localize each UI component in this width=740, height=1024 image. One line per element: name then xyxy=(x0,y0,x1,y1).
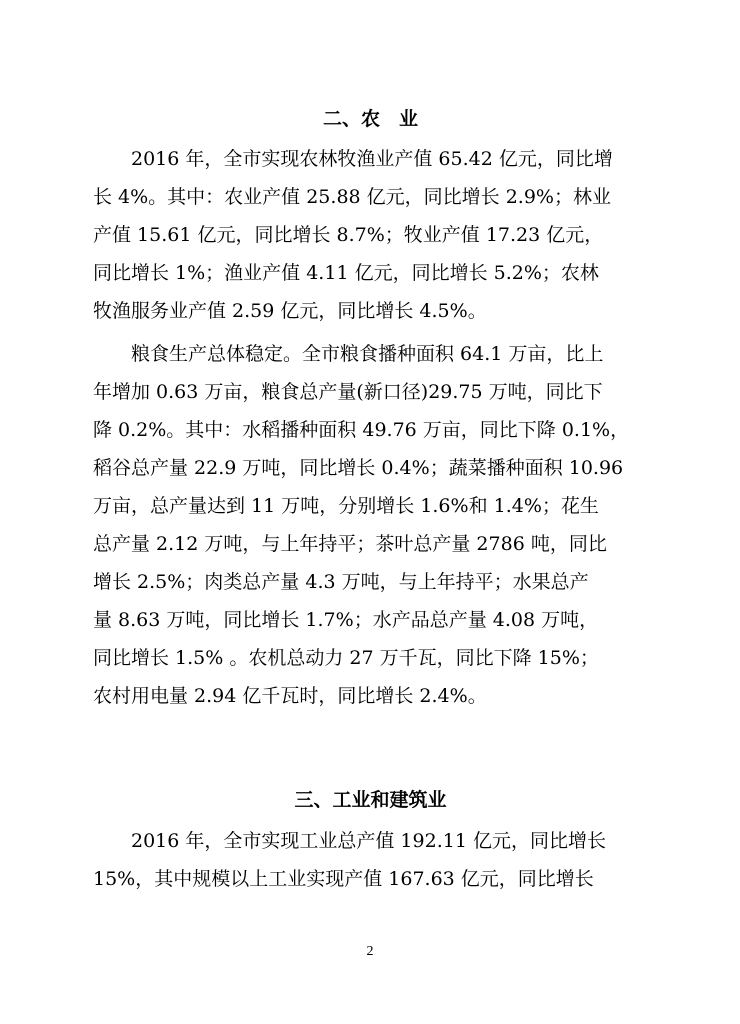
paragraph-line: 产值 15.61 亿元，同比增长 8.7%；牧业产值 17.23 亿元， xyxy=(93,224,604,246)
paragraph-line: 牧渔服务业产值 2.59 亿元，同比增长 4.5%。 xyxy=(93,300,487,322)
section-heading-agriculture: 二、农 业 xyxy=(322,108,418,130)
paragraph-line: 长 4%。其中：农业产值 25.88 亿元，同比增长 2.9%；林业 xyxy=(93,186,611,208)
paragraph-line: 2016 年，全市实现农林牧渔业产值 65.42 亿元，同比增 xyxy=(131,148,613,170)
paragraph-line: 量 8.63 万吨，同比增长 1.7%；水产品总产量 4.08 万吨， xyxy=(93,609,599,631)
paragraph-line: 2016 年，全市实现工业总产值 192.11 亿元，同比增长 xyxy=(131,830,606,852)
section-heading-industry: 三、工业和建筑业 xyxy=(294,789,447,811)
page-number: 2 xyxy=(366,944,374,959)
paragraph-line: 年增加 0.63 万亩，粮食总产量(新口径)29.75 万吨，同比下 xyxy=(93,381,603,403)
paragraph-line: 万亩，总产量达到 11 万吨，分别增长 1.6%和 1.4%；花生 xyxy=(93,495,599,517)
paragraph-line: 降 0.2%。其中：水稻播种面积 49.76 万亩，同比下降 0.1%， xyxy=(93,419,630,441)
paragraph-line: 农村用电量 2.94 亿千瓦时，同比增长 2.4%。 xyxy=(93,685,487,707)
paragraph-line: 同比增长 1.5% 。农机总动力 27 万千瓦，同比下降 15%； xyxy=(93,647,599,669)
paragraph-line: 15%，其中规模以上工业实现产值 167.63 亿元，同比增长 xyxy=(93,868,594,890)
paragraph-line: 增长 2.5%；肉类总产量 4.3 万吨，与上年持平；水果总产 xyxy=(93,571,589,593)
paragraph-line: 稻谷总产量 22.9 万吨，同比增长 0.4%；蔬菜播种面积 10.96 xyxy=(93,457,624,479)
paragraph-line: 总产量 2.12 万吨，与上年持平；茶叶总产量 2786 吨，同比 xyxy=(93,533,607,555)
paragraph-line: 粮食生产总体稳定。全市粮食播种面积 64.1 万亩，比上 xyxy=(131,343,604,365)
paragraph-line: 同比增长 1%；渔业产值 4.11 亿元，同比增长 5.2%；农林 xyxy=(93,262,599,284)
